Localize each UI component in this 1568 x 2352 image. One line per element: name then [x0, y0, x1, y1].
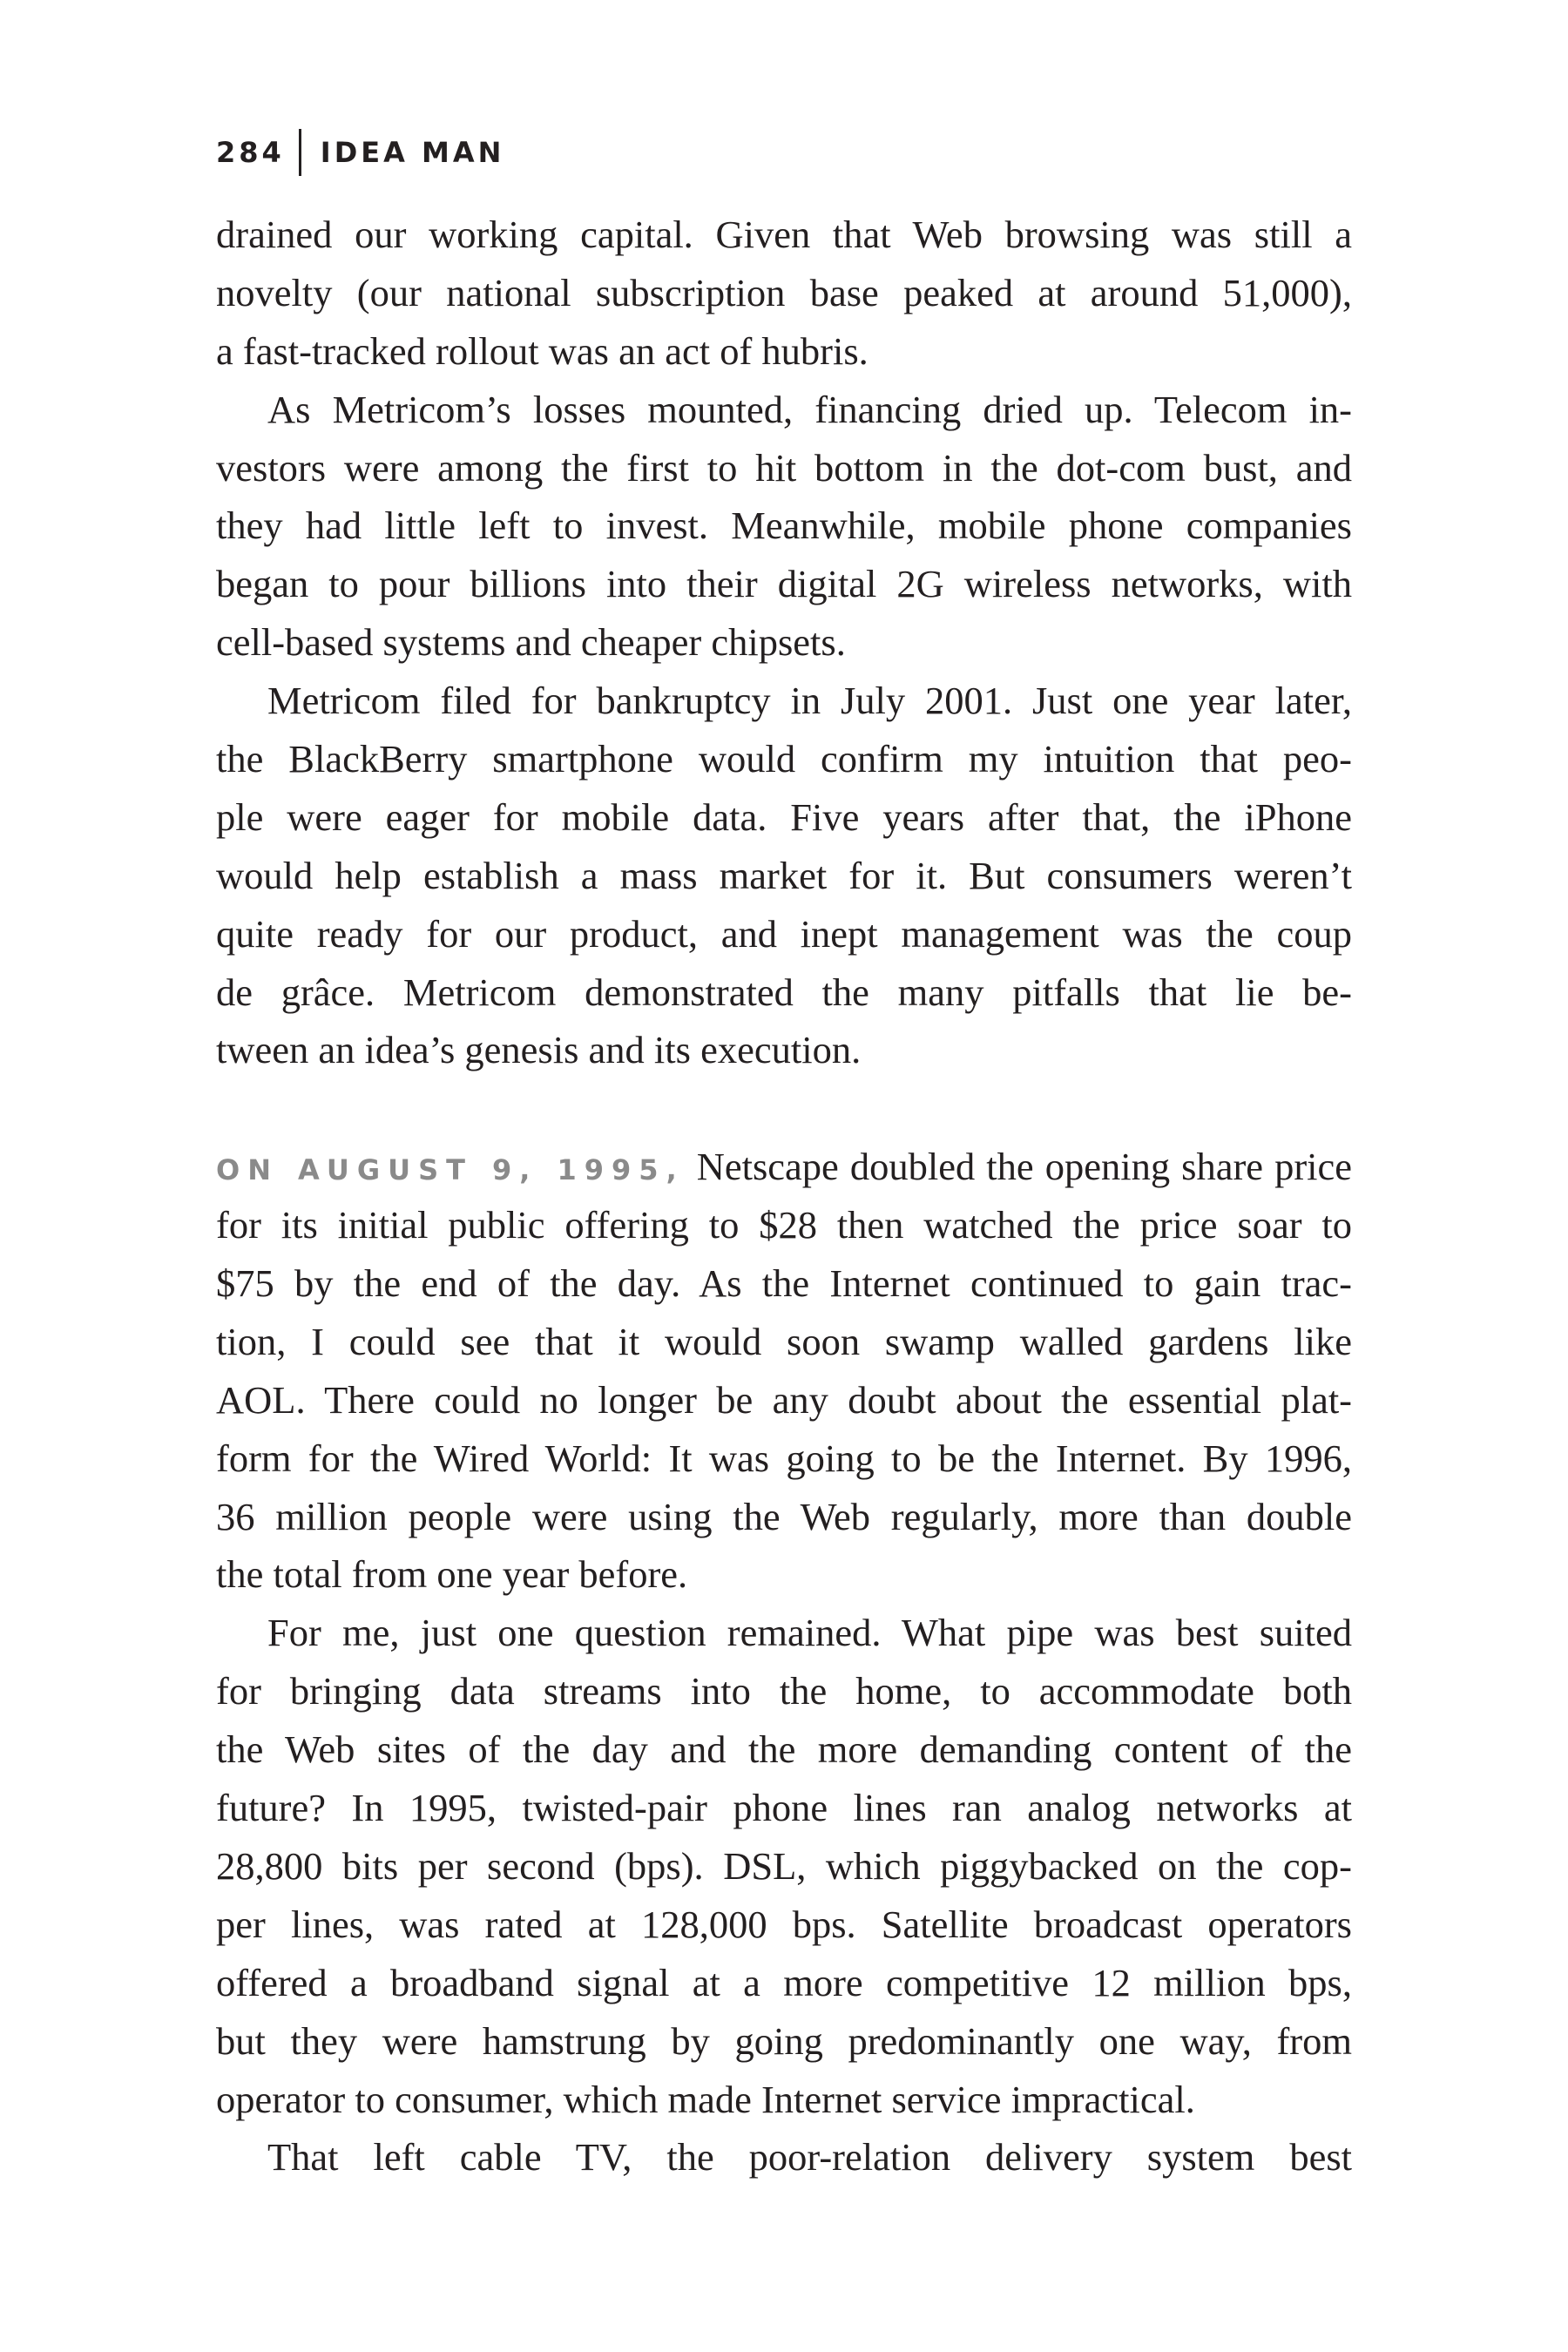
text-line: Metricom filed for bankruptcy in July 2001. Just one year later, — [267, 679, 1352, 723]
text-line: tween an idea’s genesis and its execution. — [216, 1028, 862, 1072]
text-line: Netscape doubled the opening share price — [696, 1145, 1352, 1189]
text-line: 28,800 bits per second (bps). DSL, which piggybacked on the cop- — [216, 1843, 1352, 1888]
text-line: drained our working capital. Given that Web browsing was still a — [216, 213, 1352, 256]
text-line: the BlackBerry smartphone would confirm my intuition that peo- — [216, 737, 1352, 781]
text-line: but they were hamstrung by going predominantly one way, from — [216, 2018, 1352, 2063]
text-line: de grâce. Metricom demonstrated the many pitfalls that lie be- — [216, 970, 1352, 1014]
page-number: 284 — [216, 136, 285, 169]
section-first-line — [216, 1138, 1352, 1196]
text-line: would help establish a mass market for it. But consumers weren’t — [216, 853, 1352, 897]
text-line: quite ready for our product, and inept management was the coup — [216, 911, 1352, 956]
text-line: As Metricom’s losses mounted, financing dried up. Telecom in- — [267, 387, 1352, 431]
text-line: 36 million people were using the Web regularly, more than double — [216, 1494, 1352, 1538]
body-text — [216, 206, 1352, 2186]
text-line: the total from one year before. — [216, 1552, 688, 1597]
text-line: a fast-tracked rollout was an act of hubris. — [216, 328, 868, 373]
text-line: vestors were among the first to hit bottom in the dot-com bust, and — [216, 445, 1352, 490]
running-head — [216, 129, 504, 176]
text-line: for its initial public offering to $28 then watched the price soar to — [216, 1203, 1352, 1247]
text-line: operator to consumer, which made Internet service impractical. — [216, 2077, 1195, 2121]
text-line: AOL. There could no longer be any doubt about the essential plat- — [216, 1377, 1352, 1422]
text-line: future? In 1995, twisted-pair phone lines ran analog networks at — [216, 1786, 1352, 1830]
text-line: novelty (our national subscription base peaked at around 51,000), — [216, 270, 1352, 314]
text-line: the Web sites of the day and the more demanding content of the — [216, 1727, 1352, 1772]
text-line: For me, just one question remained. What pipe was best suited — [267, 1611, 1352, 1655]
text-line: they had little left to invest. Meanwhile, mobile phone companies — [216, 504, 1352, 548]
text-line: ple were eager for mobile data. Five years after that, the iPhone — [216, 794, 1352, 839]
text-line: for bringing data streams into the home, to accommodate both — [216, 1669, 1352, 1713]
text-line: tion, I could see that it would soon swamp walled gardens like — [216, 1319, 1352, 1363]
header-divider — [299, 129, 301, 176]
book-title: IDEA MAN — [320, 136, 505, 169]
section-gap — [216, 1079, 1352, 1138]
text-line: began to pour billions into their digital 2G wireless networks, with — [216, 562, 1352, 606]
text-line: form for the Wired World: It was going to be the Internet. By 1996, — [216, 1436, 1352, 1480]
text-line: offered a broadband signal at a more competitive 12 million bps, — [216, 1960, 1352, 2004]
text-line: cell-based systems and cheaper chipsets. — [216, 620, 846, 665]
text-line: $75 by the end of the day. As the Internet continued to gain trac- — [216, 1261, 1352, 1306]
section-lead-in: ON AUGUST 9, 1995, — [216, 1153, 685, 1187]
text-line: per lines, was rated at 128,000 bps. Satellite broadcast operators — [216, 1902, 1352, 1946]
text-line: That left cable TV, the poor-relation delivery system best — [267, 2135, 1352, 2180]
